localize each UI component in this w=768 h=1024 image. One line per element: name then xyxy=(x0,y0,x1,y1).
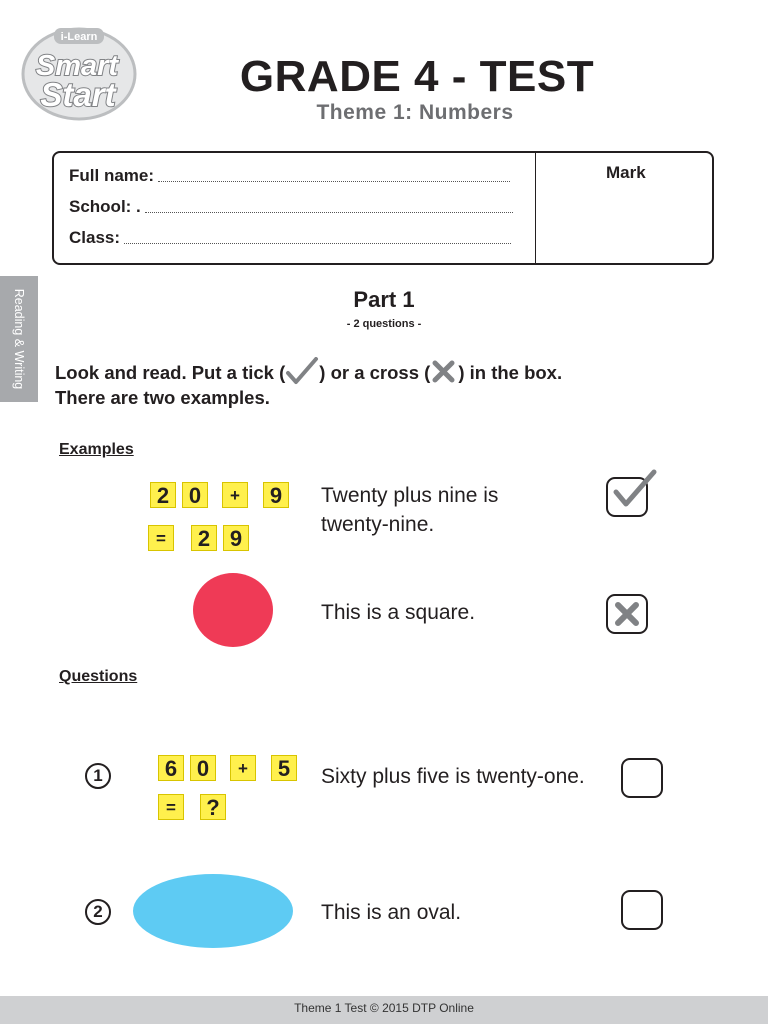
page-title: GRADE 4 - TEST xyxy=(239,52,595,101)
number-tile: 5 xyxy=(271,755,297,781)
full-name-field[interactable] xyxy=(69,166,510,186)
number-tile: 6 xyxy=(158,755,184,781)
operator-tile: = xyxy=(158,794,184,820)
part-subtitle: - 2 questions - xyxy=(346,318,422,330)
full-name-label: Full name: xyxy=(69,166,155,185)
full-name-line[interactable] xyxy=(158,181,510,182)
class-line[interactable] xyxy=(124,243,511,244)
instruction-line-2: There are two examples. xyxy=(55,387,270,408)
svg-text:i-Learn: i-Learn xyxy=(60,31,98,43)
part-title: Part 1 xyxy=(353,287,415,312)
operator-tile: = xyxy=(148,525,174,551)
student-info-box xyxy=(52,151,714,265)
number-tile: 9 xyxy=(223,525,249,551)
instruction-part-1: Look and read. Put a tick ( xyxy=(55,362,286,383)
footer: Theme 1 Test © 2015 DTP Online xyxy=(0,996,768,1024)
question-1-answer-box[interactable] xyxy=(621,758,663,798)
instructions xyxy=(55,357,562,410)
examples-label: Examples xyxy=(59,441,134,458)
class-field[interactable] xyxy=(69,228,511,248)
page-subtitle: Theme 1: Numbers xyxy=(316,101,514,124)
questions-label: Questions xyxy=(59,668,138,685)
school-field[interactable] xyxy=(69,197,513,217)
svg-text:Smart: Smart xyxy=(35,50,119,82)
number-tile: ? xyxy=(200,794,226,820)
cross-icon xyxy=(610,597,644,636)
blue-oval-shape xyxy=(133,874,295,955)
cross-icon xyxy=(430,357,458,385)
operator-tile: + xyxy=(222,482,248,508)
question-2-statement: This is an oval. xyxy=(321,901,462,924)
question-number-1: 1 xyxy=(85,763,111,789)
side-tab-label: Reading & Writing xyxy=(12,288,26,390)
question-1-statement: Sixty plus five is twenty-one. xyxy=(321,765,585,788)
tick-icon xyxy=(608,468,658,519)
school-line[interactable] xyxy=(145,212,513,213)
number-tile: 2 xyxy=(150,482,176,508)
number-tile: 0 xyxy=(182,482,208,508)
example-2-statement: This is a square. xyxy=(321,601,476,624)
question-2-answer-box[interactable] xyxy=(621,890,663,930)
svg-text:Start: Start xyxy=(40,76,116,113)
instruction-part-3: ) in the box. xyxy=(458,362,563,383)
example-1-statement: Twenty plus nine is twenty-nine. xyxy=(321,484,499,536)
operator-tile: + xyxy=(230,755,256,781)
tick-icon xyxy=(285,357,319,385)
class-label: Class: xyxy=(69,228,121,247)
info-box-divider xyxy=(535,153,536,263)
mark-label: Mark xyxy=(606,163,646,182)
number-tile: 9 xyxy=(263,482,289,508)
school-label: School: . xyxy=(69,197,141,216)
number-tile: 0 xyxy=(190,755,216,781)
number-tile: 2 xyxy=(191,525,217,551)
question-number-2: 2 xyxy=(85,899,111,925)
red-circle-shape xyxy=(193,572,275,653)
instruction-part-2: ) or a cross ( xyxy=(319,362,431,383)
